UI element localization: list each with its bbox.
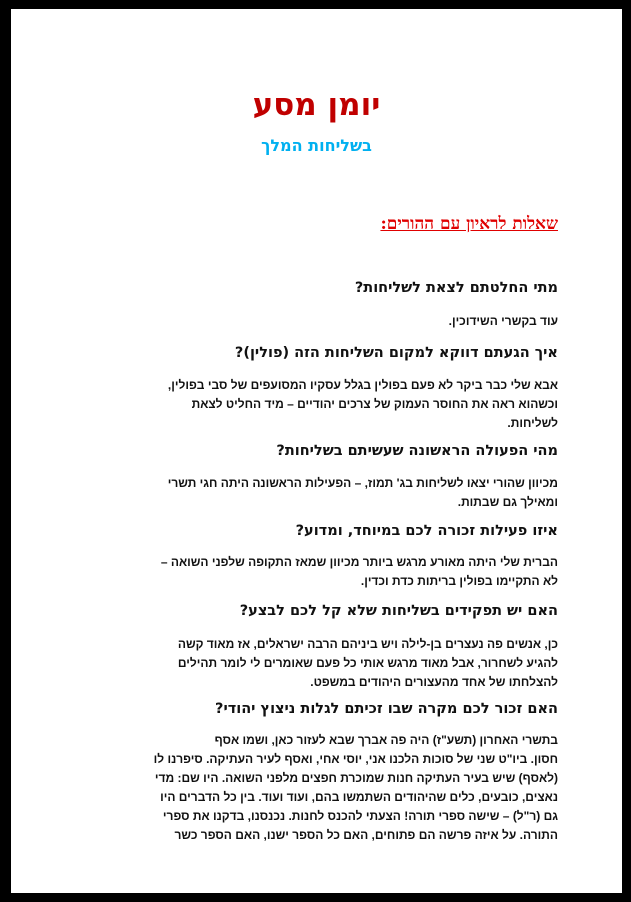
qa-item xyxy=(235,342,558,364)
answer-line: לשליחות. xyxy=(507,416,558,430)
answer-line: אבא שלי כבר ביקר לא פעם בפולין בגלל עסקיו המסועפים של סבי בפולין, xyxy=(167,378,558,392)
question: מתי החלטתם לצאת לשליחות? xyxy=(354,280,558,296)
qa-item xyxy=(296,520,558,542)
question: האם זכור לכם מקרה שבו זכיתם לגלות ניצוץ יהודי? xyxy=(215,701,558,717)
answer-line: נאצים, כובעים, כלים שהיהודים השתמשו בהם, ועוד ועוד. בין כל הדברים היו xyxy=(160,790,558,804)
answer xyxy=(178,635,558,692)
section-heading: שאלות לראיון עם ההורים: xyxy=(380,214,558,234)
answer-line: עוד בקשרי השידוכין. xyxy=(448,314,558,328)
answer-line: ומאילך גם שבתות. xyxy=(457,495,558,509)
answer-line: בתשרי האחרון (תשע"ז) היה פה אברך שבא לעזור כאן, ושמו אסף xyxy=(214,733,558,747)
question: איך הגעתם דווקא למקום השליחות הזה (פולין)? xyxy=(234,345,558,361)
qa-item xyxy=(276,440,558,462)
qa-item xyxy=(355,277,558,299)
answer-line: לא התקיימו בפולין בריתות כדת וכדין. xyxy=(360,574,558,588)
question: האם יש תפקידים בשליחות שלא קל לכם לבצע? xyxy=(239,603,558,619)
answer-line: התורה. על איזה פרשה הם פתוחים, האם כל הספר ישנו, האם הספר כשר xyxy=(174,828,558,842)
document-page xyxy=(11,9,622,893)
answer-line: הברית שלי היתה מאורע מרגש ביותר מכיוון שמאז התקופה שלפני השואה – xyxy=(160,555,558,569)
answer-line: להגיע לשחרור, אבל מאוד מרגש אותי כל פעם שאומרים לי לומר תהילים xyxy=(177,656,558,670)
qa-item xyxy=(240,600,558,622)
answer-line: מכיוון שהורי יצאו לשליחות בג' תמוז, – הפעילות הראשונה היתה חגי תשרי xyxy=(167,476,558,490)
document-subtitle: בשליחות המלך xyxy=(261,136,372,155)
question: איזו פעילות זכורה לכם במיוחד, ומדוע? xyxy=(295,523,558,539)
answer xyxy=(168,376,558,433)
answer xyxy=(168,474,558,512)
answer xyxy=(161,553,558,591)
question: מהי הפעולה הראשונה שעשיתם בשליחות? xyxy=(276,443,558,459)
answer xyxy=(154,731,558,845)
answer-line: (לאסף) שיש בעיר העתיקה חנות שמוכרת חפצים מלפני השואה. היו שם: מדי xyxy=(154,771,558,785)
document-title: יומן מסע xyxy=(252,87,381,123)
answer-line: חסון. ביו"ט שני של סוכות הלכנו אני, יוסי אחי, ואסף לעיר העתיקה. סיפרנו לו xyxy=(153,752,558,766)
answer xyxy=(449,312,558,331)
answer-line: כן, אנשים פה נעצרים בן-לילה ויש ביניהם הרבה ישראלים, אז מאוד קשה xyxy=(177,637,558,651)
answer-line: וכשהוא ראה את החוסר העמוק של צרכים יהודיים – מיד החליט לצאת xyxy=(191,397,558,411)
answer-line: גם (ר"ל) – שישה ספרי תורה! הצעתי להכנס לחנות. נכנסנו, בדקנו את ספרי xyxy=(162,809,558,823)
answer-line: להצלחתו של אחד מהעצורים היהודים במשפט. xyxy=(310,675,558,689)
qa-item xyxy=(215,698,558,720)
